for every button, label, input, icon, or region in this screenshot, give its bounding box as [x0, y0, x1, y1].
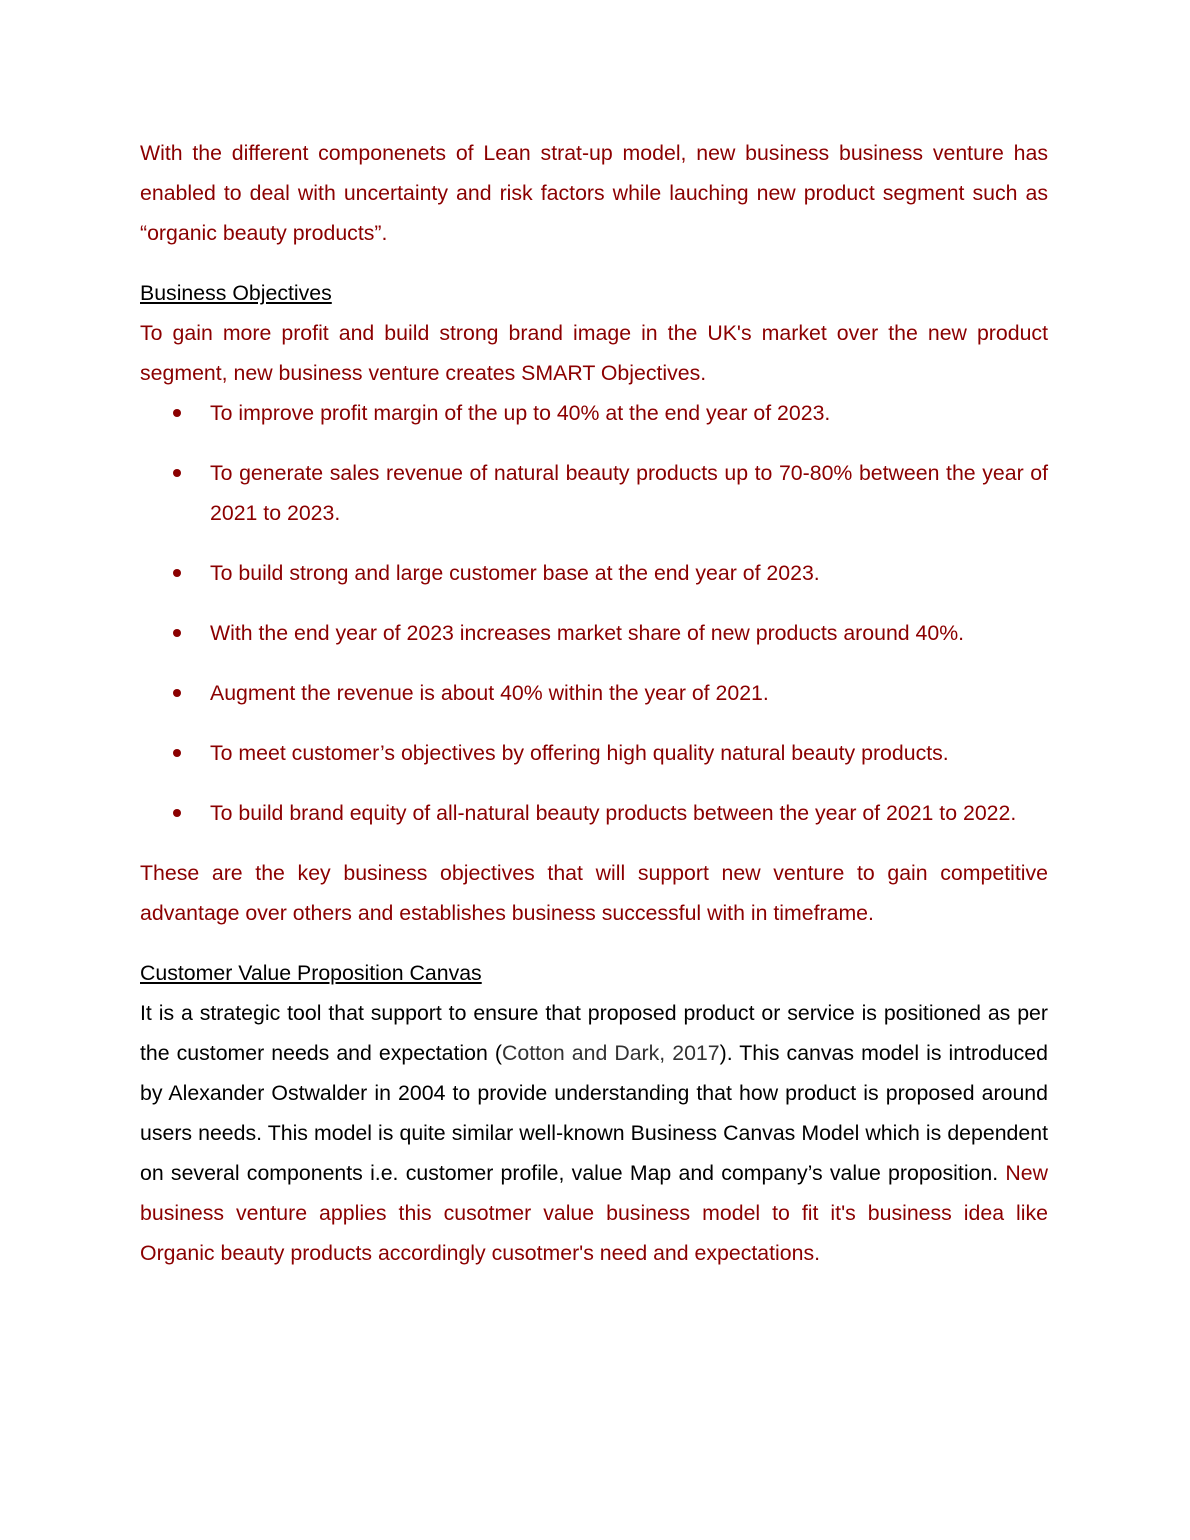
cvp-canvas-heading: Customer Value Proposition Canvas — [140, 961, 482, 985]
list-item-text: With the end year of 2023 increases market share of new products around 40%. — [210, 621, 965, 645]
cvp-canvas-paragraph — [140, 993, 1048, 1273]
business-objectives-lead: To gain more profit and build strong brand image in the UK's market over the new product segment, new business venture creates SMART Objectives. — [140, 321, 1048, 385]
list-item — [140, 733, 1048, 773]
list-item — [140, 553, 1048, 593]
intro-paragraph: With the different componenets of Lean strat-up model, new business business venture has enabled to deal with uncertainty and risk factors while lauching new product segment such as “organic beauty products”. — [140, 141, 1048, 245]
bullet-icon — [173, 409, 181, 417]
list-item-text: To generate sales revenue of natural beauty products up to 70-80% between the year of 2021 to 2023. — [210, 461, 1048, 525]
cvp-text-part1: It is a strategic tool that support to ensure that proposed product or service is positioned as per the customer needs and expectation ( — [140, 1001, 1048, 1065]
list-item-text: To improve profit margin of the up to 40% at the end year of 2023. — [210, 401, 831, 425]
list-item — [140, 673, 1048, 713]
bullet-icon — [173, 689, 181, 697]
cvp-text-part3: New business venture applies this cusotmer value business model to fit it's business idea like Organic beauty products accordingly cusotmer's need and expectations. — [140, 1161, 1048, 1265]
list-item — [140, 393, 1048, 433]
bullet-icon — [173, 469, 181, 477]
list-item-text: To meet customer’s objectives by offering high quality natural beauty products. — [210, 741, 949, 765]
list-item — [140, 613, 1048, 653]
list-item — [140, 793, 1048, 833]
bullet-icon — [173, 749, 181, 757]
bullet-icon — [173, 629, 181, 637]
objectives-conclusion: These are the key business objectives that will support new venture to gain competitive advantage over others and establishes business successful with in timeframe. — [140, 861, 1048, 925]
list-item-text: To build brand equity of all-natural beauty products between the year of 2021 to 2022. — [210, 801, 1017, 825]
list-item-text: To build strong and large customer base at the end year of 2023. — [210, 561, 820, 585]
list-item-text: Augment the revenue is about 40% within the year of 2021. — [210, 681, 769, 705]
bullet-icon — [173, 809, 181, 817]
business-objectives-heading: Business Objectives — [140, 281, 332, 305]
bullet-icon — [173, 569, 181, 577]
citation: Cotton and Dark, 2017 — [501, 1041, 720, 1065]
list-item — [140, 453, 1048, 533]
objectives-list — [140, 393, 1048, 833]
cvp-text-part2: ). This canvas model is introduced by Alexander Ostwalder in 2004 to provide understanding that how product is proposed around users needs. This model is quite similar well-known Business Canvas Model which is dependent on several components i.e. customer profile, value Map and company’s value proposition. — [140, 1041, 1048, 1185]
document-page — [140, 133, 1048, 1273]
